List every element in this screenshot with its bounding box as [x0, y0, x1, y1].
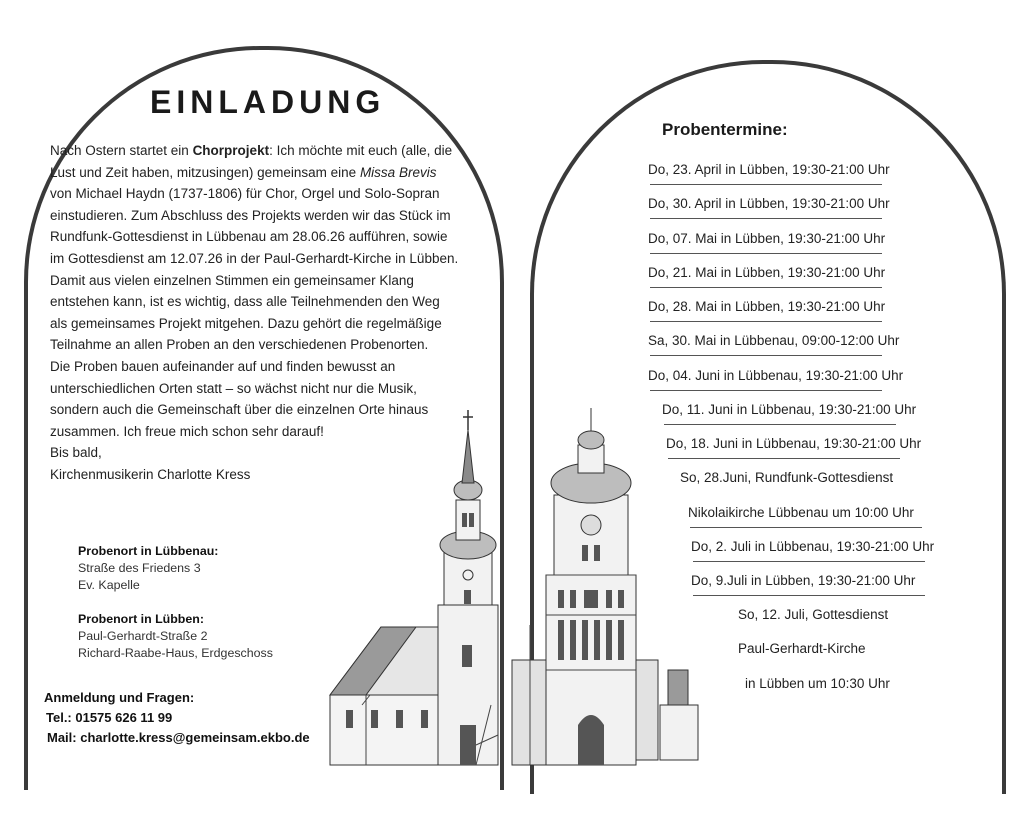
intro-paragraph-2: Damit aus vielen einzelnen Stimmen ein gemeinsamer Klang entstehen kann, ist es wichtig, dass alle Teilnehmenden den Weg als gemeinsames Projekt mitgehen. Dazu gehört die regelmäßige Teilnahme an allen Proben an den verschiedenen Probenorten. [50, 272, 442, 353]
rehearsal-date: Do, 23. April in Lübben, 19:30-21:00 Uhr [648, 162, 890, 177]
intro-p1-italic: Missa Brevis [359, 164, 437, 180]
date-divider [650, 287, 882, 288]
intro-paragraph-4: Bis bald, [50, 445, 102, 461]
date-divider [650, 253, 882, 254]
dates-title: Probentermine: [662, 120, 788, 139]
date-divider [668, 458, 900, 459]
location-heading: Probenort in Lübbenau: [78, 544, 219, 558]
date-divider [650, 184, 882, 185]
rehearsal-date: Do, 30. April in Lübben, 19:30-21:00 Uhr [648, 196, 890, 211]
rehearsal-date: Do, 2. Juli in Lübbenau, 19:30-21:00 Uhr [691, 539, 935, 554]
contact-phone: Tel.: 01575 626 11 99 [46, 710, 173, 725]
intro-p1-c: von Michael Haydn (1737-1806) für Chor, Orgel und Solo-Sopran einstudieren. Zum Abschluss des Projekts werden wir das Stück im Rundfunk-Gottesdienst in Lübbenau am 28.06.26 aufführen, sowie im Gottesdienst am 12.07.26 in der Paul-Gerhardt-Kirche in Lübben. [50, 186, 459, 266]
intro-p1-bold: Chorprojekt [192, 143, 270, 158]
date-divider [650, 355, 882, 356]
location-line: Richard-Raabe-Haus, Erdgeschoss [78, 646, 273, 660]
date-divider [650, 321, 882, 322]
rehearsal-date: Sa, 30. Mai in Lübbenau, 09:00-12:00 Uhr [648, 333, 900, 348]
rehearsal-date: Do, 18. Juni in Lübbenau, 19:30-21:00 Uhr [666, 436, 922, 451]
rehearsal-date: Nikolaikirche Lübbenau um 10:00 Uhr [688, 505, 914, 520]
rehearsal-date: Do, 07. Mai in Lübben, 19:30-21:00 Uhr [648, 231, 886, 246]
rehearsal-date: in Lübben um 10:30 Uhr [745, 676, 890, 691]
contact-heading: Anmeldung und Fragen: [44, 690, 195, 705]
church-illustration-right [510, 405, 708, 770]
rehearsal-date: Do, 11. Juni in Lübbenau, 19:30-21:00 Uhr [662, 402, 917, 417]
location-line: Straße des Friedens 3 [78, 561, 201, 575]
date-divider [690, 527, 922, 528]
intro-p1-a: Nach Ostern startet ein [50, 143, 193, 158]
date-divider [693, 595, 925, 596]
date-divider [693, 561, 925, 562]
rehearsal-date: So, 12. Juli, Gottesdienst [738, 607, 889, 622]
location-heading: Probenort in Lübben: [78, 612, 204, 626]
location-luebbenau [78, 543, 218, 594]
date-divider [664, 424, 896, 425]
location-luebben [78, 611, 273, 662]
rehearsal-date: Paul-Gerhardt-Kirche [738, 641, 866, 656]
church-illustration-left [326, 405, 504, 770]
date-divider [650, 218, 882, 219]
location-line: Paul-Gerhardt-Straße 2 [78, 629, 208, 643]
rehearsal-date: Do, 21. Mai in Lübben, 19:30-21:00 Uhr [648, 265, 886, 280]
rehearsal-date: Do, 04. Juni in Lübbenau, 19:30-21:00 Uhr [648, 368, 904, 383]
rehearsal-date: Do, 9.Juli in Lübben, 19:30-21:00 Uhr [691, 573, 916, 588]
contact-block [44, 688, 310, 748]
date-divider [650, 390, 882, 391]
rehearsal-date: So, 28.Juni, Rundfunk-Gottesdienst [680, 470, 894, 485]
intro-paragraph-1 [50, 140, 460, 270]
page-title: EINLADUNG [150, 84, 386, 120]
location-line: Ev. Kapelle [78, 578, 140, 592]
intro-paragraph-5: Kirchenmusikerin Charlotte Kress [50, 466, 251, 482]
contact-mail: Mail: charlotte.kress@gemeinsam.ekbo.de [47, 730, 310, 745]
rehearsal-date: Do, 28. Mai in Lübben, 19:30-21:00 Uhr [648, 299, 886, 314]
intro-paragraph-3: Die Proben bauen aufeinander auf und finden bewusst an unterschiedlichen Orten statt – so wächst nicht nur die Musik, sondern auch die Gemeinschaft über die einzelnen Orte hinaus zusammen. Ich freue mich schon sehr darauf! [50, 358, 429, 439]
intro-p1-b: : Ich möchte mit euch (alle, die Lust und Zeit haben, mitzusingen) gemeinsam eine [50, 143, 453, 180]
